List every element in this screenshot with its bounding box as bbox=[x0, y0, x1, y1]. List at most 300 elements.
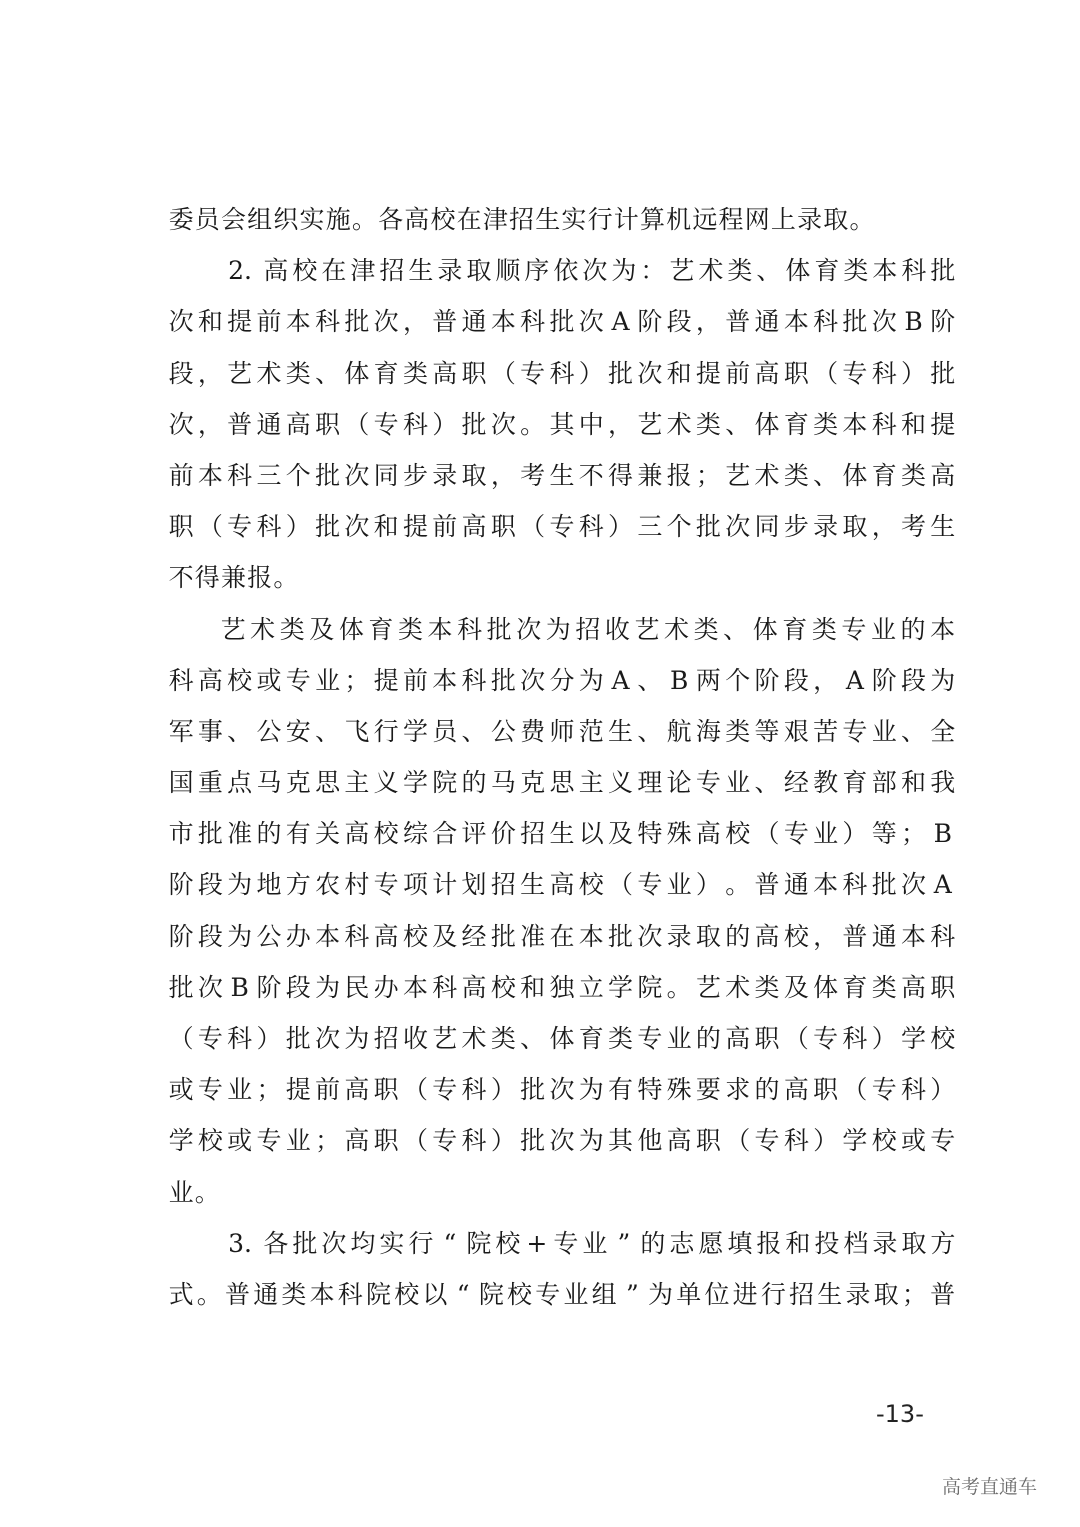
glyph: 业 bbox=[315, 665, 341, 695]
glyph: ） bbox=[256, 1024, 282, 1053]
glyph: 业 bbox=[285, 1126, 311, 1156]
glyph: （ bbox=[608, 870, 634, 900]
glyph: 科 bbox=[783, 1126, 809, 1156]
glyph: 评 bbox=[461, 819, 487, 849]
glyph: 通 bbox=[871, 921, 897, 951]
glyph: 苦 bbox=[813, 716, 839, 746]
glyph: 本 bbox=[309, 1279, 335, 1309]
glyph: 本 bbox=[285, 307, 311, 337]
glyph: 和 bbox=[901, 409, 927, 439]
glyph: 校 bbox=[578, 870, 604, 900]
glyph: 思 bbox=[549, 768, 575, 798]
glyph: 取 bbox=[695, 921, 721, 951]
glyph: 综 bbox=[402, 819, 428, 849]
glyph: 、 bbox=[813, 460, 839, 490]
glyph: 经 bbox=[461, 921, 487, 951]
glyph: 校 bbox=[430, 205, 456, 234]
glyph: 院 bbox=[432, 768, 458, 798]
glyph: 取 bbox=[466, 256, 492, 286]
glyph: 批 bbox=[871, 870, 897, 900]
glyph: 津 bbox=[482, 205, 508, 234]
glyph: 市 bbox=[168, 819, 194, 849]
glyph: 投 bbox=[814, 1228, 840, 1258]
glyph: ； bbox=[901, 1279, 927, 1309]
glyph: 高 bbox=[344, 819, 370, 849]
glyph: 高 bbox=[754, 921, 780, 951]
text-line bbox=[168, 1115, 956, 1166]
text-line bbox=[168, 655, 956, 706]
glyph: 校 bbox=[227, 665, 253, 695]
text-line bbox=[168, 757, 956, 808]
glyph: 主 bbox=[344, 768, 370, 798]
glyph: （ bbox=[842, 1075, 868, 1105]
glyph: 本 bbox=[813, 870, 839, 900]
glyph: B bbox=[669, 665, 689, 695]
glyph: 、 bbox=[901, 716, 927, 746]
glyph: 、 bbox=[725, 409, 751, 439]
text-line bbox=[168, 194, 956, 245]
glyph: 育 bbox=[578, 1024, 604, 1053]
glyph: 艰 bbox=[783, 716, 809, 746]
glyph: ） bbox=[490, 1075, 516, 1105]
glyph: 为 bbox=[227, 921, 253, 951]
glyph: 次 bbox=[197, 972, 223, 1002]
glyph: 术 bbox=[256, 358, 282, 388]
glyph: 科 bbox=[578, 512, 604, 542]
glyph: 阶 bbox=[168, 921, 194, 951]
glyph: 施 bbox=[325, 205, 351, 234]
glyph: 为 bbox=[545, 614, 571, 644]
glyph: 前 bbox=[725, 358, 751, 388]
glyph: （ bbox=[402, 1126, 428, 1156]
glyph: “ bbox=[443, 1228, 457, 1258]
glyph: 艺 bbox=[220, 614, 246, 644]
glyph: 式 bbox=[168, 1279, 194, 1309]
glyph: 高 bbox=[432, 358, 458, 388]
glyph: 高 bbox=[666, 1126, 692, 1156]
glyph: 育 bbox=[842, 768, 868, 798]
glyph: 科 bbox=[337, 1279, 363, 1309]
glyph: 育 bbox=[842, 972, 868, 1002]
glyph: 科 bbox=[227, 1024, 253, 1053]
glyph: 军 bbox=[168, 716, 194, 746]
glyph: 三 bbox=[637, 512, 663, 542]
glyph: 段 bbox=[168, 358, 194, 388]
glyph: 校 bbox=[783, 921, 809, 951]
glyph: 志 bbox=[669, 1228, 695, 1258]
glyph: 实 bbox=[379, 1228, 405, 1258]
glyph: 类 bbox=[281, 1279, 307, 1309]
text-line bbox=[168, 1064, 956, 1115]
glyph: 科 bbox=[871, 358, 897, 388]
glyph: 业 bbox=[870, 614, 896, 644]
glyph: 普 bbox=[432, 307, 458, 337]
glyph: 理 bbox=[637, 768, 663, 798]
glyph: 准 bbox=[520, 921, 546, 951]
glyph: 村 bbox=[344, 870, 370, 900]
glyph: 的 bbox=[640, 1228, 666, 1258]
glyph: ； bbox=[695, 460, 721, 490]
glyph: ） bbox=[695, 870, 721, 900]
glyph: 类 bbox=[397, 614, 423, 644]
glyph: B bbox=[230, 972, 249, 1002]
glyph: 生 bbox=[535, 205, 561, 234]
glyph: 高 bbox=[285, 409, 311, 439]
glyph: 和 bbox=[520, 972, 546, 1002]
glyph: 招 bbox=[373, 1024, 399, 1053]
glyph: 高 bbox=[549, 870, 575, 900]
glyph: 批 bbox=[520, 1075, 546, 1105]
glyph: 批 bbox=[520, 1126, 546, 1156]
glyph: 录 bbox=[437, 256, 463, 286]
glyph: 其 bbox=[549, 409, 575, 439]
glyph: 程 bbox=[718, 205, 744, 234]
glyph: 校 bbox=[373, 819, 399, 849]
glyph: 业 bbox=[666, 870, 692, 900]
glyph: 职 bbox=[373, 1075, 399, 1105]
glyph: 类 bbox=[783, 460, 809, 490]
glyph: 不 bbox=[168, 563, 194, 593]
glyph: ） bbox=[490, 1126, 516, 1156]
glyph: 两 bbox=[695, 665, 721, 695]
glyph: 计 bbox=[432, 870, 458, 900]
text-line bbox=[168, 450, 956, 501]
glyph: 类 bbox=[608, 1024, 634, 1053]
glyph: 及 bbox=[432, 921, 458, 951]
glyph: ， bbox=[695, 307, 721, 337]
glyph: 生 bbox=[817, 1279, 843, 1309]
glyph: 术 bbox=[664, 614, 690, 644]
glyph: 类 bbox=[843, 256, 869, 286]
glyph: 批 bbox=[842, 307, 868, 337]
glyph: 求 bbox=[725, 1075, 751, 1105]
glyph: 本 bbox=[427, 614, 453, 644]
glyph: 国 bbox=[168, 768, 194, 798]
glyph: 次 bbox=[549, 1126, 575, 1156]
glyph: 提 bbox=[930, 409, 956, 439]
glyph: 专 bbox=[783, 819, 809, 849]
glyph: 划 bbox=[461, 870, 487, 900]
glyph: 次 bbox=[549, 1075, 575, 1105]
glyph: 招 bbox=[509, 205, 535, 234]
glyph: ； bbox=[901, 819, 927, 849]
glyph: 的 bbox=[695, 1024, 721, 1053]
glyph: 次 bbox=[490, 409, 516, 439]
glyph: 艺 bbox=[432, 1024, 458, 1053]
glyph: ； bbox=[344, 665, 370, 695]
glyph: 通 bbox=[461, 307, 487, 337]
glyph: 专 bbox=[842, 358, 868, 388]
glyph: 次 bbox=[871, 307, 897, 337]
glyph: 填 bbox=[727, 1228, 753, 1258]
glyph: 取 bbox=[901, 1228, 927, 1258]
page-number: -13- bbox=[876, 1400, 924, 1428]
glyph: 兼 bbox=[637, 460, 663, 490]
glyph: 组 bbox=[591, 1279, 617, 1309]
glyph: 公 bbox=[256, 716, 282, 746]
glyph: 取 bbox=[873, 1279, 899, 1309]
glyph: 行 bbox=[373, 716, 399, 746]
glyph: ） bbox=[608, 512, 634, 542]
glyph: 义 bbox=[373, 768, 399, 798]
glyph: 批 bbox=[486, 614, 512, 644]
glyph: 以 bbox=[422, 1279, 448, 1309]
glyph: 通 bbox=[256, 409, 282, 439]
glyph: 海 bbox=[695, 716, 721, 746]
glyph: 类 bbox=[871, 972, 897, 1002]
glyph: 次 bbox=[344, 460, 370, 490]
text-line bbox=[168, 552, 956, 603]
glyph: 办 bbox=[373, 972, 399, 1002]
glyph: 义 bbox=[608, 768, 634, 798]
glyph: 本 bbox=[872, 256, 898, 286]
glyph: 业 bbox=[227, 1075, 253, 1105]
glyph: 校 bbox=[402, 921, 428, 951]
glyph: （ bbox=[725, 1126, 751, 1156]
glyph: 要 bbox=[695, 1075, 721, 1105]
glyph: 经 bbox=[783, 768, 809, 798]
glyph: 和 bbox=[901, 768, 927, 798]
glyph: 类 bbox=[490, 1024, 516, 1053]
glyph: 方 bbox=[930, 1228, 956, 1258]
glyph: 科 bbox=[227, 460, 253, 490]
glyph: A bbox=[933, 870, 952, 900]
glyph: 的 bbox=[725, 921, 751, 951]
glyph: 论 bbox=[666, 768, 692, 798]
glyph: 员 bbox=[432, 716, 458, 746]
glyph: 类 bbox=[279, 614, 305, 644]
glyph: 批 bbox=[344, 307, 370, 337]
glyph: 高 bbox=[373, 921, 399, 951]
glyph: 学 bbox=[608, 972, 634, 1002]
glyph: 阶 bbox=[256, 972, 282, 1002]
glyph: 育 bbox=[814, 256, 840, 286]
glyph: 、 bbox=[637, 665, 663, 695]
glyph: 段 bbox=[197, 870, 223, 900]
glyph: 本 bbox=[783, 307, 809, 337]
glyph: 本 bbox=[432, 665, 458, 695]
glyph: 师 bbox=[549, 716, 575, 746]
glyph: “ bbox=[456, 1279, 470, 1309]
glyph: 专 bbox=[373, 870, 399, 900]
glyph: 职 bbox=[813, 1075, 839, 1105]
glyph: 体 bbox=[549, 1024, 575, 1053]
glyph: 专 bbox=[553, 1228, 579, 1258]
glyph: 的 bbox=[256, 819, 282, 849]
glyph: 科 bbox=[168, 665, 194, 695]
glyph: ； bbox=[315, 1126, 341, 1156]
glyph: ） bbox=[285, 512, 311, 542]
glyph: 术 bbox=[754, 460, 780, 490]
glyph: 马 bbox=[256, 768, 282, 798]
glyph: 专 bbox=[227, 512, 253, 542]
glyph: 本 bbox=[490, 307, 516, 337]
glyph: 科 bbox=[402, 409, 428, 439]
glyph: 艺 bbox=[634, 614, 660, 644]
glyph: 批 bbox=[461, 409, 487, 439]
glyph: 学 bbox=[402, 716, 428, 746]
glyph: 或 bbox=[256, 665, 282, 695]
glyph: 体 bbox=[752, 614, 778, 644]
glyph: 艺 bbox=[227, 358, 253, 388]
glyph: 本 bbox=[315, 921, 341, 951]
glyph: 段 bbox=[901, 665, 927, 695]
text-line bbox=[168, 1269, 956, 1320]
glyph: 职 bbox=[930, 972, 956, 1002]
glyph: 事 bbox=[197, 716, 223, 746]
glyph: 生 bbox=[549, 460, 575, 490]
glyph: 机 bbox=[666, 205, 692, 234]
glyph: 、 bbox=[756, 256, 782, 286]
glyph: ， bbox=[608, 409, 634, 439]
glyph: 收 bbox=[402, 1024, 428, 1053]
glyph: 及 bbox=[608, 819, 634, 849]
glyph: 阶 bbox=[168, 870, 194, 900]
glyph: 招 bbox=[575, 614, 601, 644]
glyph: 位 bbox=[704, 1279, 730, 1309]
glyph: 为 bbox=[227, 870, 253, 900]
glyph: 。 bbox=[194, 1177, 220, 1207]
glyph: 组 bbox=[247, 205, 273, 234]
glyph: 科 bbox=[549, 358, 575, 388]
glyph: 公 bbox=[490, 716, 516, 746]
glyph: 高 bbox=[754, 358, 780, 388]
glyph: 校 bbox=[725, 819, 751, 849]
glyph: ” bbox=[625, 1279, 639, 1309]
glyph: 业 bbox=[582, 1228, 608, 1258]
glyph: 农 bbox=[315, 870, 341, 900]
glyph: 普 bbox=[930, 1279, 956, 1309]
glyph: 高 bbox=[930, 460, 956, 490]
glyph: 的 bbox=[754, 1075, 780, 1105]
glyph: 学 bbox=[901, 1024, 927, 1053]
text-line bbox=[168, 706, 956, 757]
glyph: 飞 bbox=[344, 716, 370, 746]
glyph: 提 bbox=[695, 358, 721, 388]
glyph: 本 bbox=[402, 972, 428, 1002]
glyph: 职 bbox=[695, 1126, 721, 1156]
glyph: 在 bbox=[549, 921, 575, 951]
glyph: 业 bbox=[813, 819, 839, 849]
glyph: 地 bbox=[256, 870, 282, 900]
glyph: 织 bbox=[273, 205, 299, 234]
glyph: 科 bbox=[256, 512, 282, 542]
glyph: 批 bbox=[930, 358, 956, 388]
glyph: 等 bbox=[871, 819, 897, 849]
glyph: 。 bbox=[666, 972, 692, 1002]
glyph: 其 bbox=[608, 1126, 634, 1156]
glyph: 专 bbox=[256, 1126, 282, 1156]
glyph: 本 bbox=[930, 614, 956, 644]
glyph: 次 bbox=[321, 1228, 347, 1258]
glyph: 报 bbox=[666, 460, 692, 490]
glyph: 思 bbox=[315, 768, 341, 798]
text-line bbox=[168, 1218, 956, 1269]
glyph: 前 bbox=[168, 460, 194, 490]
glyph: ） bbox=[842, 819, 868, 849]
glyph: 次 bbox=[578, 307, 604, 337]
glyph: 业 bbox=[871, 716, 897, 746]
glyph: 批 bbox=[608, 358, 634, 388]
glyph: 3. bbox=[228, 1228, 252, 1258]
glyph: ， bbox=[813, 921, 839, 951]
glyph: 、 bbox=[520, 1024, 546, 1053]
glyph: 专 bbox=[842, 716, 868, 746]
glyph: 校 bbox=[495, 1228, 521, 1258]
glyph: 公 bbox=[256, 921, 282, 951]
glyph: 高 bbox=[695, 819, 721, 849]
glyph: 委 bbox=[168, 205, 194, 234]
glyph: 校 bbox=[490, 972, 516, 1002]
glyph: 计 bbox=[613, 205, 639, 234]
glyph: 录 bbox=[797, 205, 823, 234]
glyph: 依 bbox=[553, 256, 579, 286]
glyph: 术 bbox=[698, 256, 724, 286]
glyph: 业 bbox=[168, 1177, 194, 1207]
glyph: 各 bbox=[378, 205, 404, 234]
glyph: 批 bbox=[608, 921, 634, 951]
glyph: 次 bbox=[315, 1024, 341, 1053]
glyph: 实 bbox=[299, 205, 325, 234]
glyph: （ bbox=[344, 409, 370, 439]
glyph: 科 bbox=[315, 307, 341, 337]
glyph: 。 bbox=[520, 409, 546, 439]
glyph: 取 bbox=[461, 460, 487, 490]
glyph: 有 bbox=[285, 819, 311, 849]
glyph: 高 bbox=[725, 1024, 751, 1053]
glyph: 顺 bbox=[495, 256, 521, 286]
glyph: 育 bbox=[368, 614, 394, 644]
glyph: 阶 bbox=[930, 307, 956, 337]
text-line bbox=[168, 501, 956, 552]
glyph: 批 bbox=[285, 1024, 311, 1053]
glyph: 职 bbox=[315, 409, 341, 439]
glyph: 专 bbox=[754, 1126, 780, 1156]
glyph: 类 bbox=[725, 716, 751, 746]
glyph: 准 bbox=[227, 819, 253, 849]
glyph: 批 bbox=[490, 921, 516, 951]
glyph: 批 bbox=[292, 1228, 318, 1258]
glyph: 专 bbox=[197, 1024, 223, 1053]
glyph: 。 bbox=[849, 205, 875, 234]
glyph: 业 bbox=[666, 1024, 692, 1053]
glyph: 类 bbox=[693, 614, 719, 644]
glyph: 步 bbox=[783, 512, 809, 542]
text-line bbox=[168, 962, 956, 1013]
glyph: 他 bbox=[637, 1126, 663, 1156]
glyph: 生 bbox=[520, 870, 546, 900]
glyph: 学 bbox=[168, 1126, 194, 1156]
glyph: 科 bbox=[842, 870, 868, 900]
glyph: （ bbox=[520, 512, 546, 542]
glyph: 和 bbox=[373, 512, 399, 542]
glyph: 职 bbox=[168, 512, 194, 542]
glyph: （ bbox=[402, 1075, 428, 1105]
glyph: 批 bbox=[315, 460, 341, 490]
glyph: 合 bbox=[432, 819, 458, 849]
glyph: 高 bbox=[404, 205, 430, 234]
glyph: 高 bbox=[344, 1075, 370, 1105]
glyph: 和 bbox=[197, 307, 223, 337]
glyph: 招 bbox=[520, 819, 546, 849]
glyph: 不 bbox=[578, 460, 604, 490]
glyph: 专 bbox=[520, 358, 546, 388]
glyph: 校 bbox=[394, 1279, 420, 1309]
glyph: 各 bbox=[263, 1228, 289, 1258]
glyph: 网 bbox=[744, 205, 770, 234]
glyph: 科 bbox=[461, 665, 487, 695]
glyph: A bbox=[845, 665, 864, 695]
